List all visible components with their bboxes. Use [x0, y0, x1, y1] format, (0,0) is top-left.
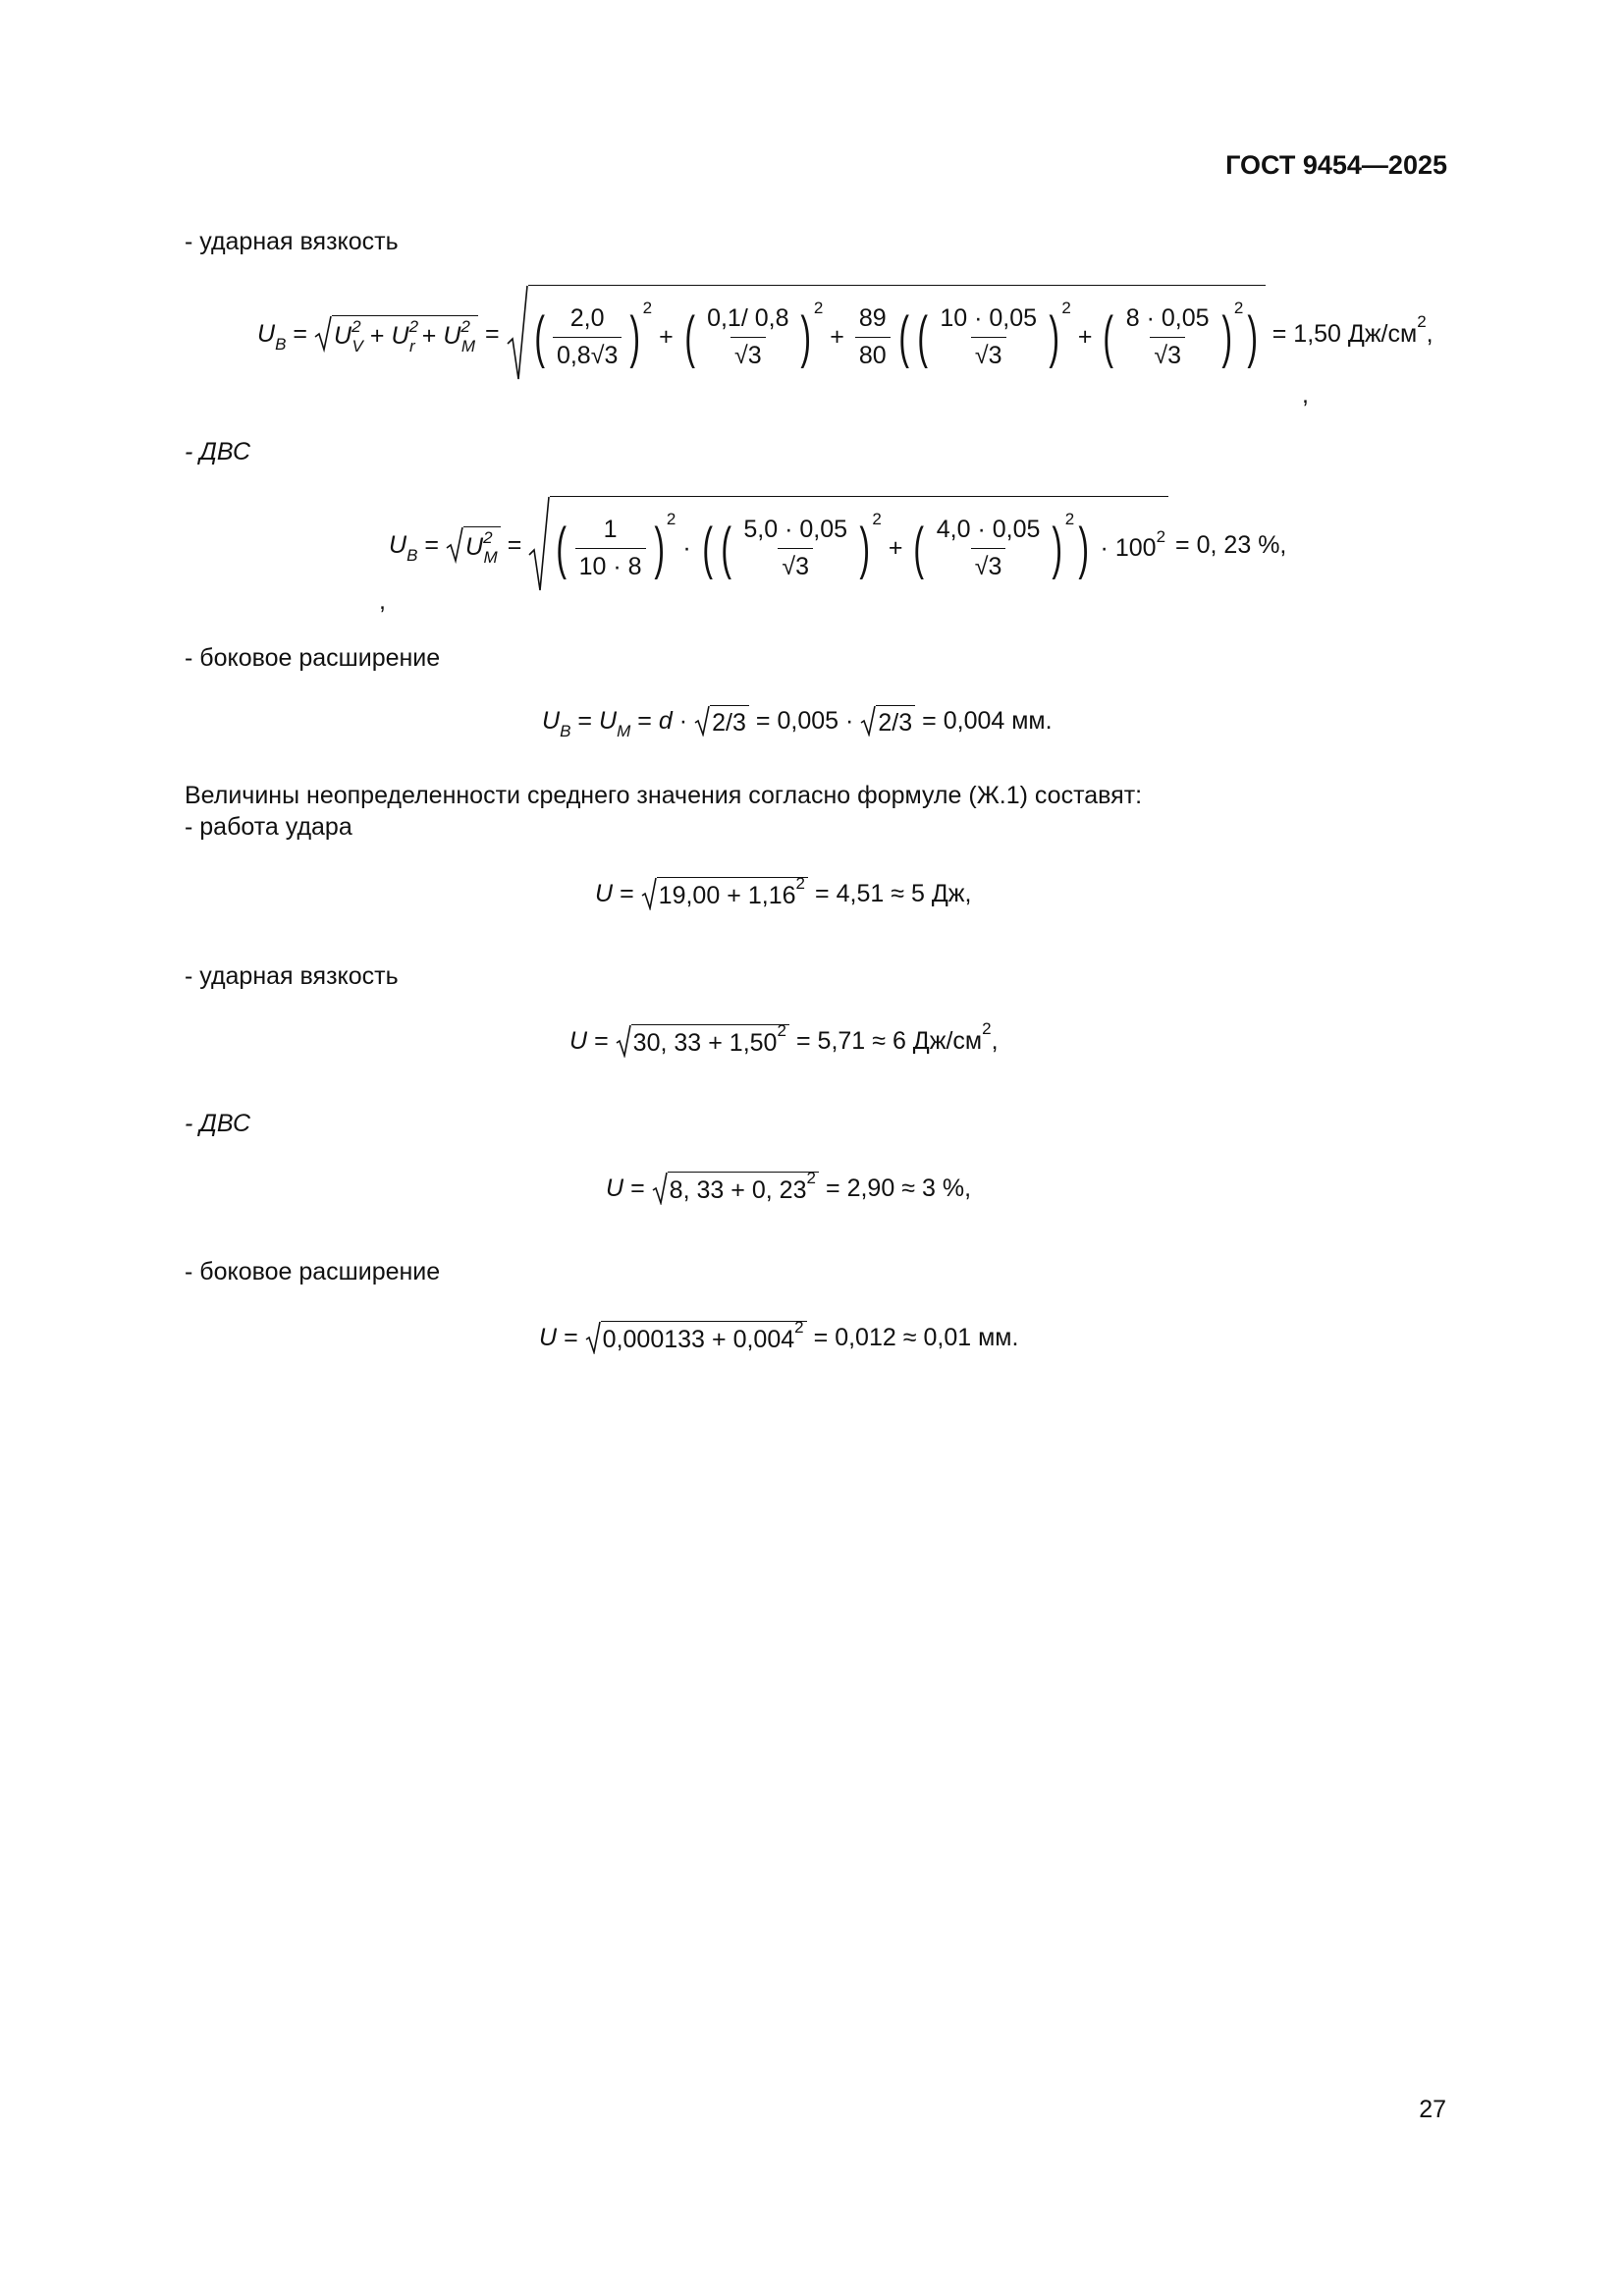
formula-lateral-expansion-uncertainty: $U_B$ = $U_M$ = d · 2/3 = 0,005 · 2/3 = 0,004 мм. [542, 707, 1053, 740]
sqrt-symbol-large: ( $\frac{2,0}{0,8√3}$ ) 2 + ( $\frac{0,1/ 0,8}{√3}$ ) 2 + $\frac{89}{80}$ ( ( $\frac{10 \cdot 0,05}{√3}$ ) 2 + ( $\frac{8 \cdot 0,05}{√3}$ ) 2 ) [507, 285, 1266, 383]
section-label-lateral-expansion-mean: - боковое расширение [185, 1258, 441, 1285]
formula-impact-toughness-uncertainty: $U_B$ = $U^2_V$ + $U^2_r$ + $U^2_M$ = ( $\frac{2,0}{0,8√3}$ ) 2 + ( $\frac{0,1/ 0,8}{√3}$ ) 2 + $\frac{89}{80}$ ( ( $\frac{10 \cdot 0,05}{√3}$ ) 2 + ( $\frac{8 \cdot 0,05}{√3}$ ) 2 ) = 1,50 Дж/см 2 , [257, 285, 1434, 383]
formula-lateral-expansion-mean-uncertainty: U = 0,000133 + 0,004 2 = 0,012 ≈ 0,01 мм. [539, 1318, 1019, 1353]
section-label-impact-toughness: - ударная вязкость [185, 228, 399, 255]
section-label-impact-toughness-mean: - ударная вязкость [185, 962, 399, 990]
mean-uncertainty-intro: Величины неопределенности среднего значения согласно формуле (Ж.1) составят: [185, 782, 1143, 809]
formula-impact-energy-mean-uncertainty: U = 19,00 + 1,16 2 = 4,51 ≈ 5 Дж, [595, 874, 972, 909]
stray-comma: , [379, 587, 386, 615]
formula-impact-toughness-mean-uncertainty: U = 30, 33 + 1,50 2 = 5,71 ≈ 6 Дж/см 2 , [569, 1019, 999, 1057]
page-number: 27 [1419, 2096, 1446, 2123]
stray-comma: , [1302, 381, 1309, 409]
section-label-dvs-mean: - ДВС [185, 1110, 251, 1137]
sqrt-symbol-large: ( $\frac{1}{10 \cdot 8}$ ) 2 · ( ( $\frac{5,0 \cdot 0,05}{√3}$ ) 2 + ( $\frac{4,0 \cdot 0,05}{√3}$ ) 2 ) · 100 2 [528, 496, 1168, 594]
standard-header: ГОСТ 9454—2025 [1225, 150, 1447, 180]
sqrt-symbol: $U^2_V$ + $U^2_r$ + $U^2_M$ [314, 315, 478, 353]
section-label-lateral-expansion: - боковое расширение [185, 644, 441, 672]
sqrt-symbol: $U^2_M$ [446, 526, 501, 564]
formula-dvs-uncertainty: $U_B$ = $U^2_M$ = ( $\frac{1}{10 \cdot 8}$ ) 2 · ( ( $\frac{5,0 \cdot 0,05}{√3}$ ) 2 + ( $\frac{4,0 \cdot 0,05}{√3}$ ) 2 ) · 100 2 = 0, 23 %, [389, 496, 1286, 594]
formula-dvs-mean-uncertainty: U = 8, 33 + 0, 23 2 = 2,90 ≈ 3 %, [606, 1169, 972, 1204]
section-label-lateral-expansion-ratio: - ДВС [185, 438, 251, 465]
section-label-impact-energy: - работа удара [185, 813, 352, 841]
